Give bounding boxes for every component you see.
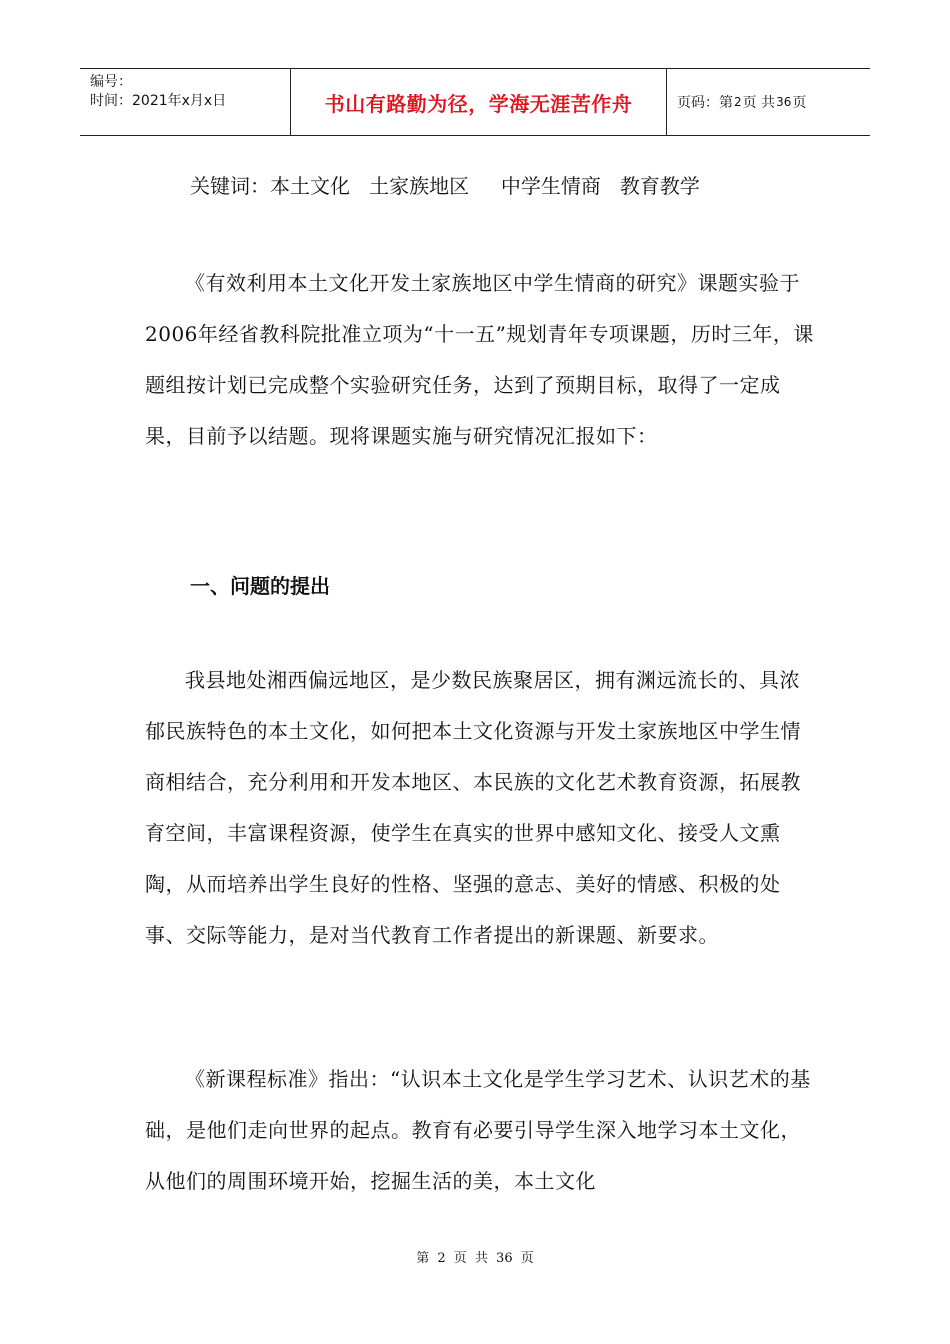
page-footer: 第 2 页 共 36 页	[416, 1251, 534, 1266]
document-time-label: 时间：2021年x月x日	[90, 93, 227, 109]
body-paragraph: 我县地处湘西偏远地区，是少数民族聚居区，拥有渊远流长的、具浓郁民族特色的本土文化，如何把本土文化资源与开发土家族地区中学生情商相结合，充分利用和开发本地区、本民族的文化艺术教育资源，拓展教育空间，丰富课程资源，使学生在真实的世界中感知文化、接受人文熏陶，从而培养出学生良好的性格、坚强的意志、美好的情感、积极的处事、交际等能力，是对当代教育工作者提出的新课题、新要求。	[145, 668, 801, 947]
intro-paragraph: 《有效利用本土文化开发土家族地区中学生情商的研究》课题实验于2006年经省教科院批准立项为“十一五”规划青年专项课题，历时三年，课题组按计划已完成整个实验研究任务，达到了预期目标，取得了一定成果，目前予以结题。现将课题实施与研究情况汇报如下：	[145, 271, 814, 448]
body-paragraph: 《新课程标准》指出：“认识本土文化是学生学习艺术、认识艺术的基础，是他们走向世界的起点。教育有必要引导学生深入地学习本土文化，从他们的周围环境开始，挖掘生活的美，本土文化	[145, 1067, 811, 1193]
page-suffix: 页	[792, 95, 807, 111]
page-mid: 页 共	[742, 95, 776, 111]
header-info-cell	[80, 69, 291, 135]
page-prefix: 页码：第	[677, 95, 733, 111]
keywords-line: 关键词：本土文化 土家族地区 中学生情商 教育教学	[190, 174, 700, 198]
section-title: 一、问题的提出	[190, 574, 330, 598]
page-header	[80, 68, 870, 136]
header-motto-cell	[291, 69, 667, 135]
page-total: 36	[776, 95, 792, 109]
header-page-cell	[667, 69, 870, 135]
page-current: 2	[734, 95, 742, 109]
header-motto: 书山有路勤为径，学海无涯苦作舟	[324, 91, 633, 116]
document-number-label: 编号：	[90, 74, 132, 90]
